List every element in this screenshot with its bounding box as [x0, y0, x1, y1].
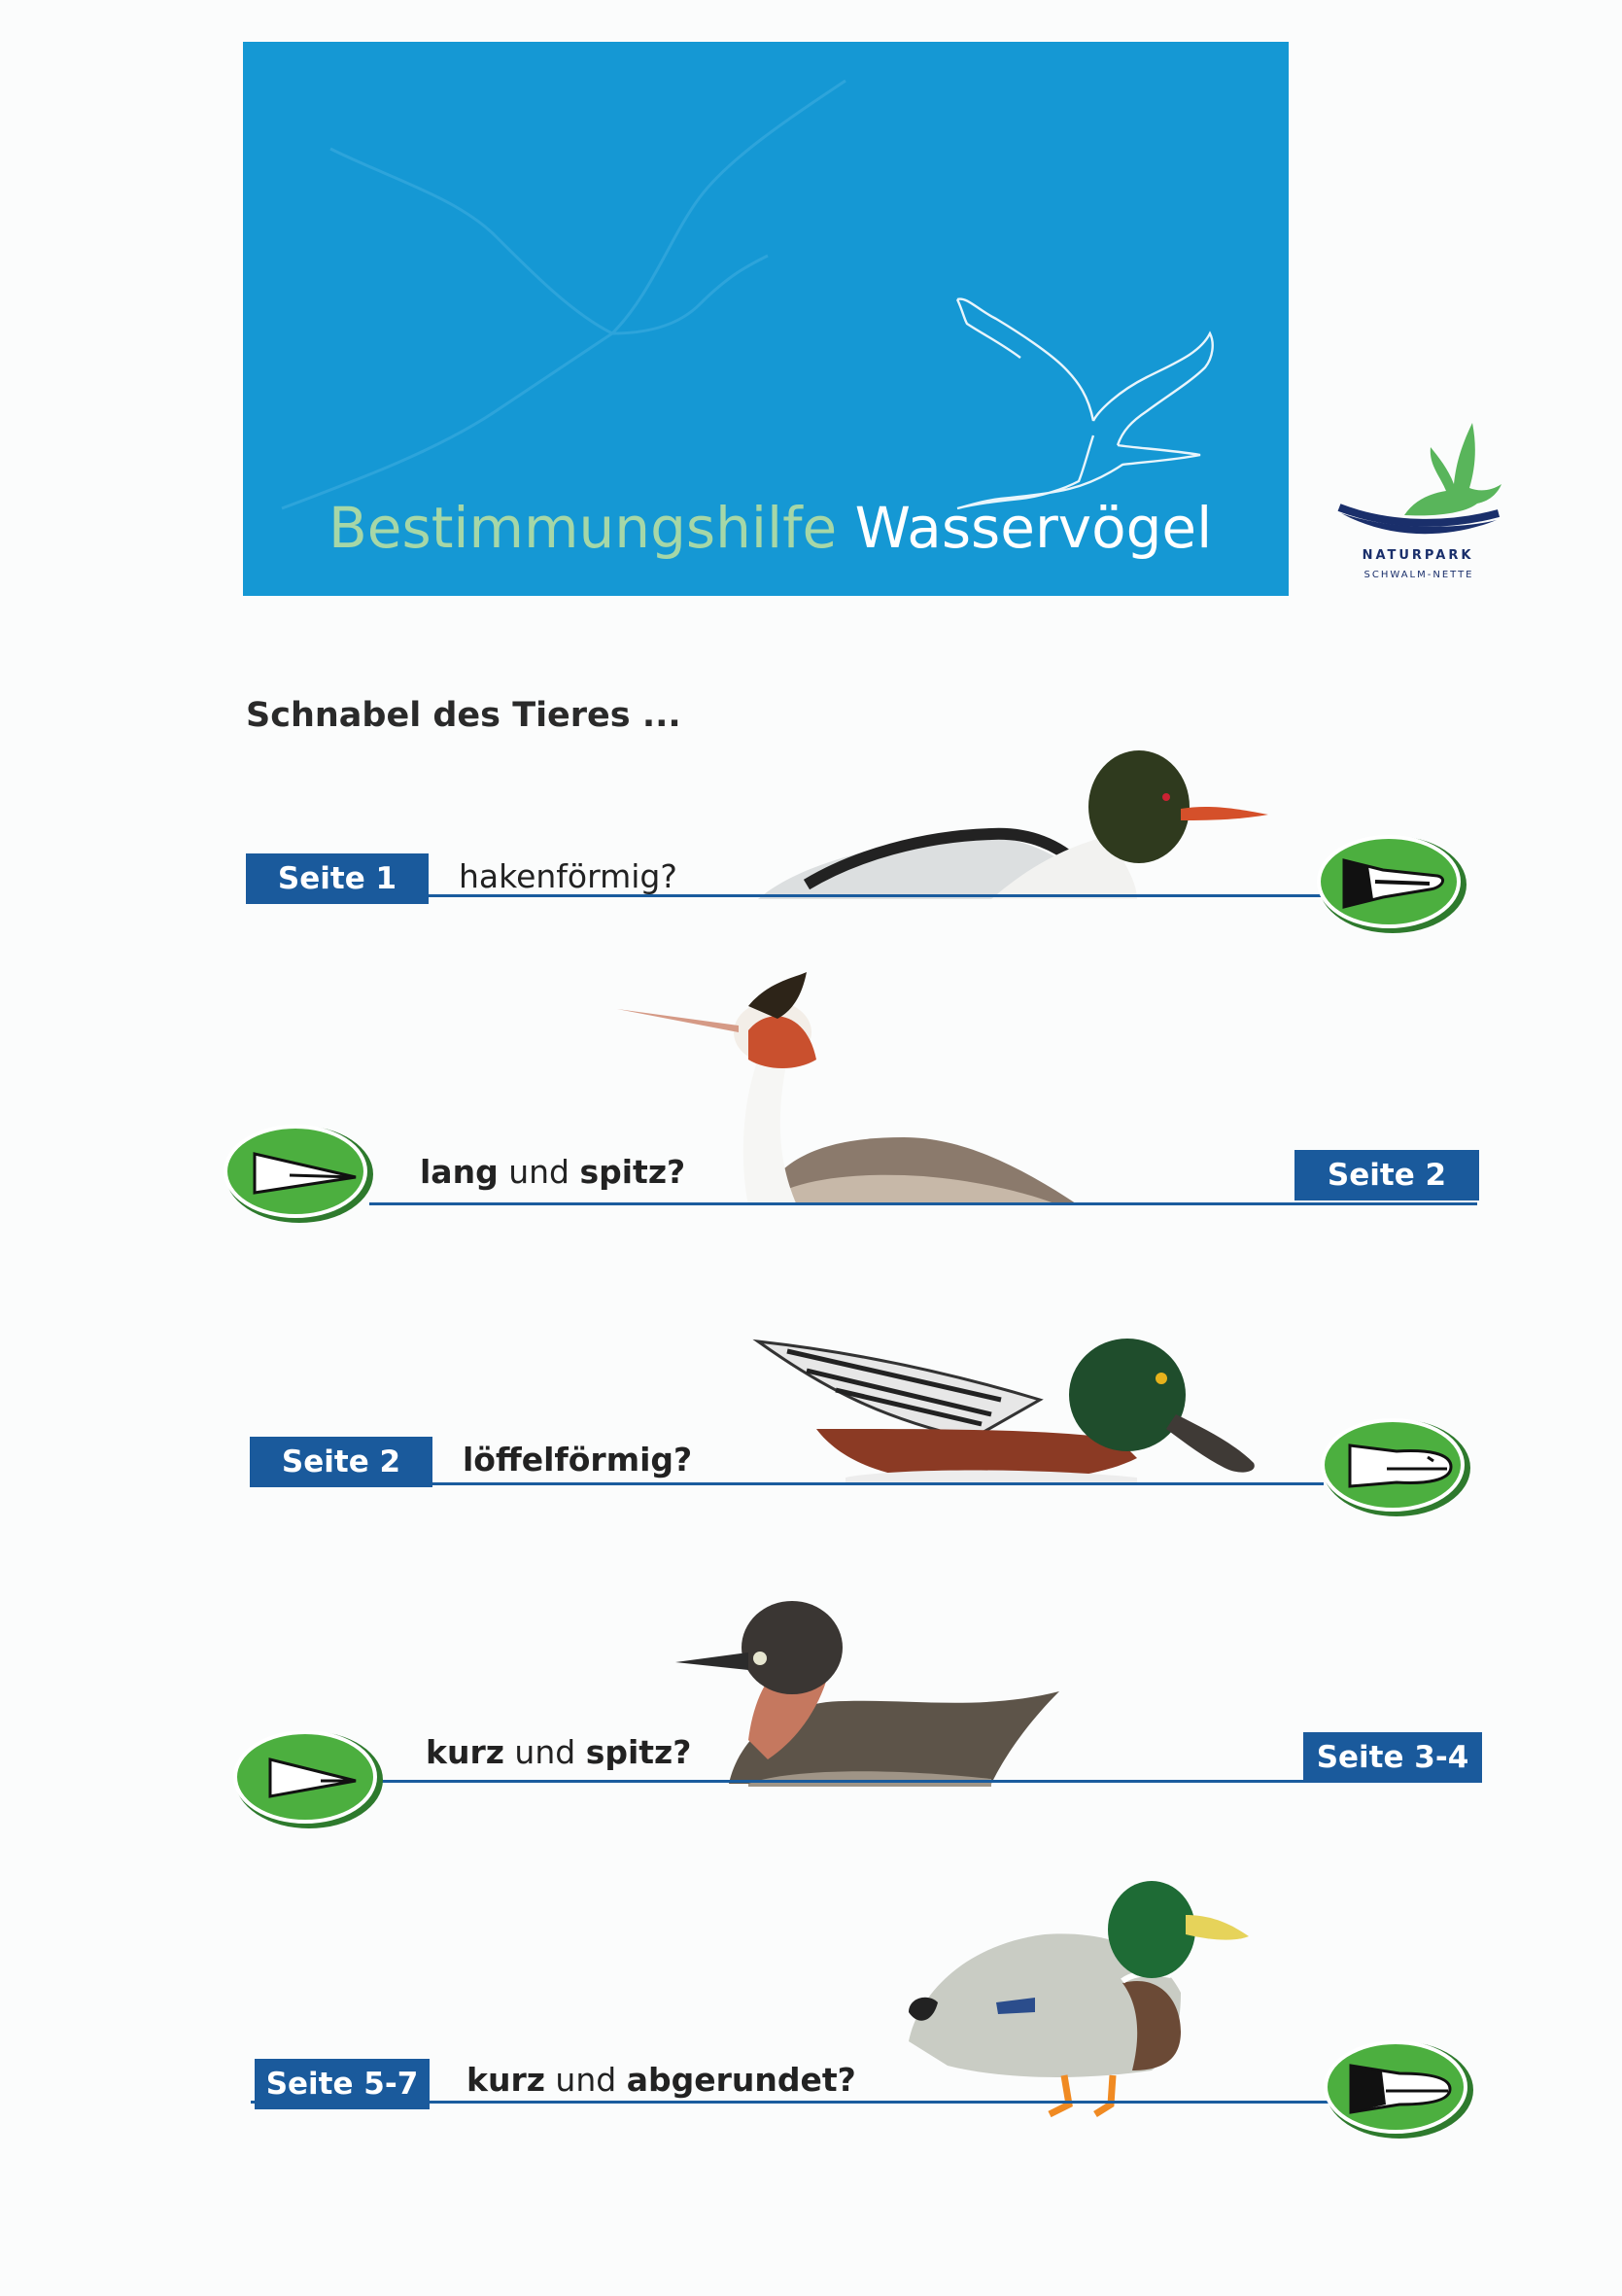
title-part2: Wasservögel: [854, 495, 1213, 561]
question-part: kurz: [426, 1733, 504, 1771]
shoveler-illustration: [748, 1322, 1273, 1487]
logo-name-line1: NATURPARK: [1362, 548, 1474, 563]
list-item: [0, 1322, 1622, 1575]
page-badge: Seite 1: [246, 853, 429, 904]
question-part: lang: [420, 1153, 499, 1191]
question-part: löffelförmig?: [463, 1441, 693, 1478]
question-part: abgerundet?: [626, 2061, 856, 2099]
document-title: [328, 495, 1212, 561]
header-banner: [243, 42, 1289, 596]
mallard-illustration: [889, 1837, 1278, 2119]
question-text: [426, 1733, 691, 1771]
question-part: und: [498, 1153, 580, 1191]
list-item: [0, 962, 1622, 1225]
merganser-illustration: [739, 739, 1283, 914]
little-grebe-illustration: [671, 1594, 1079, 1789]
question-part: hakenförmig?: [459, 857, 677, 895]
question-part: und: [503, 1733, 586, 1771]
list-item: [0, 1837, 1622, 2148]
title-part1: Bestimmungshilfe: [328, 495, 838, 561]
question-text: [459, 857, 677, 895]
hooked-beak-icon: [1315, 831, 1470, 938]
question-part: spitz?: [579, 1153, 686, 1191]
page-badge: Seite 2: [1294, 1150, 1479, 1200]
list-item: [0, 1594, 1622, 1847]
page-badge: Seite 3-4: [1303, 1732, 1482, 1783]
list-item: [0, 739, 1622, 991]
question-text: [420, 1153, 685, 1191]
question-text: [463, 1441, 692, 1478]
question-part: kurz: [466, 2061, 545, 2099]
row-divider: [369, 1202, 1477, 1205]
question-text: [466, 2061, 856, 2099]
page-badge: Seite 2: [250, 1437, 432, 1487]
great-crested-grebe-illustration: [612, 962, 1118, 1205]
page-badge: Seite 5-7: [255, 2059, 430, 2109]
spoon-beak-icon: [1319, 1414, 1474, 1521]
intro-heading: Schnabel des Tieres ...: [246, 696, 681, 735]
long-pointed-beak-icon: [222, 1121, 377, 1228]
question-part: und: [544, 2061, 627, 2099]
logo-name-line2: SCHWALM-NETTE: [1363, 570, 1474, 580]
short-pointed-beak-icon: [231, 1726, 387, 1833]
rounded-beak-icon: [1322, 2036, 1477, 2143]
question-part: spitz?: [585, 1733, 692, 1771]
